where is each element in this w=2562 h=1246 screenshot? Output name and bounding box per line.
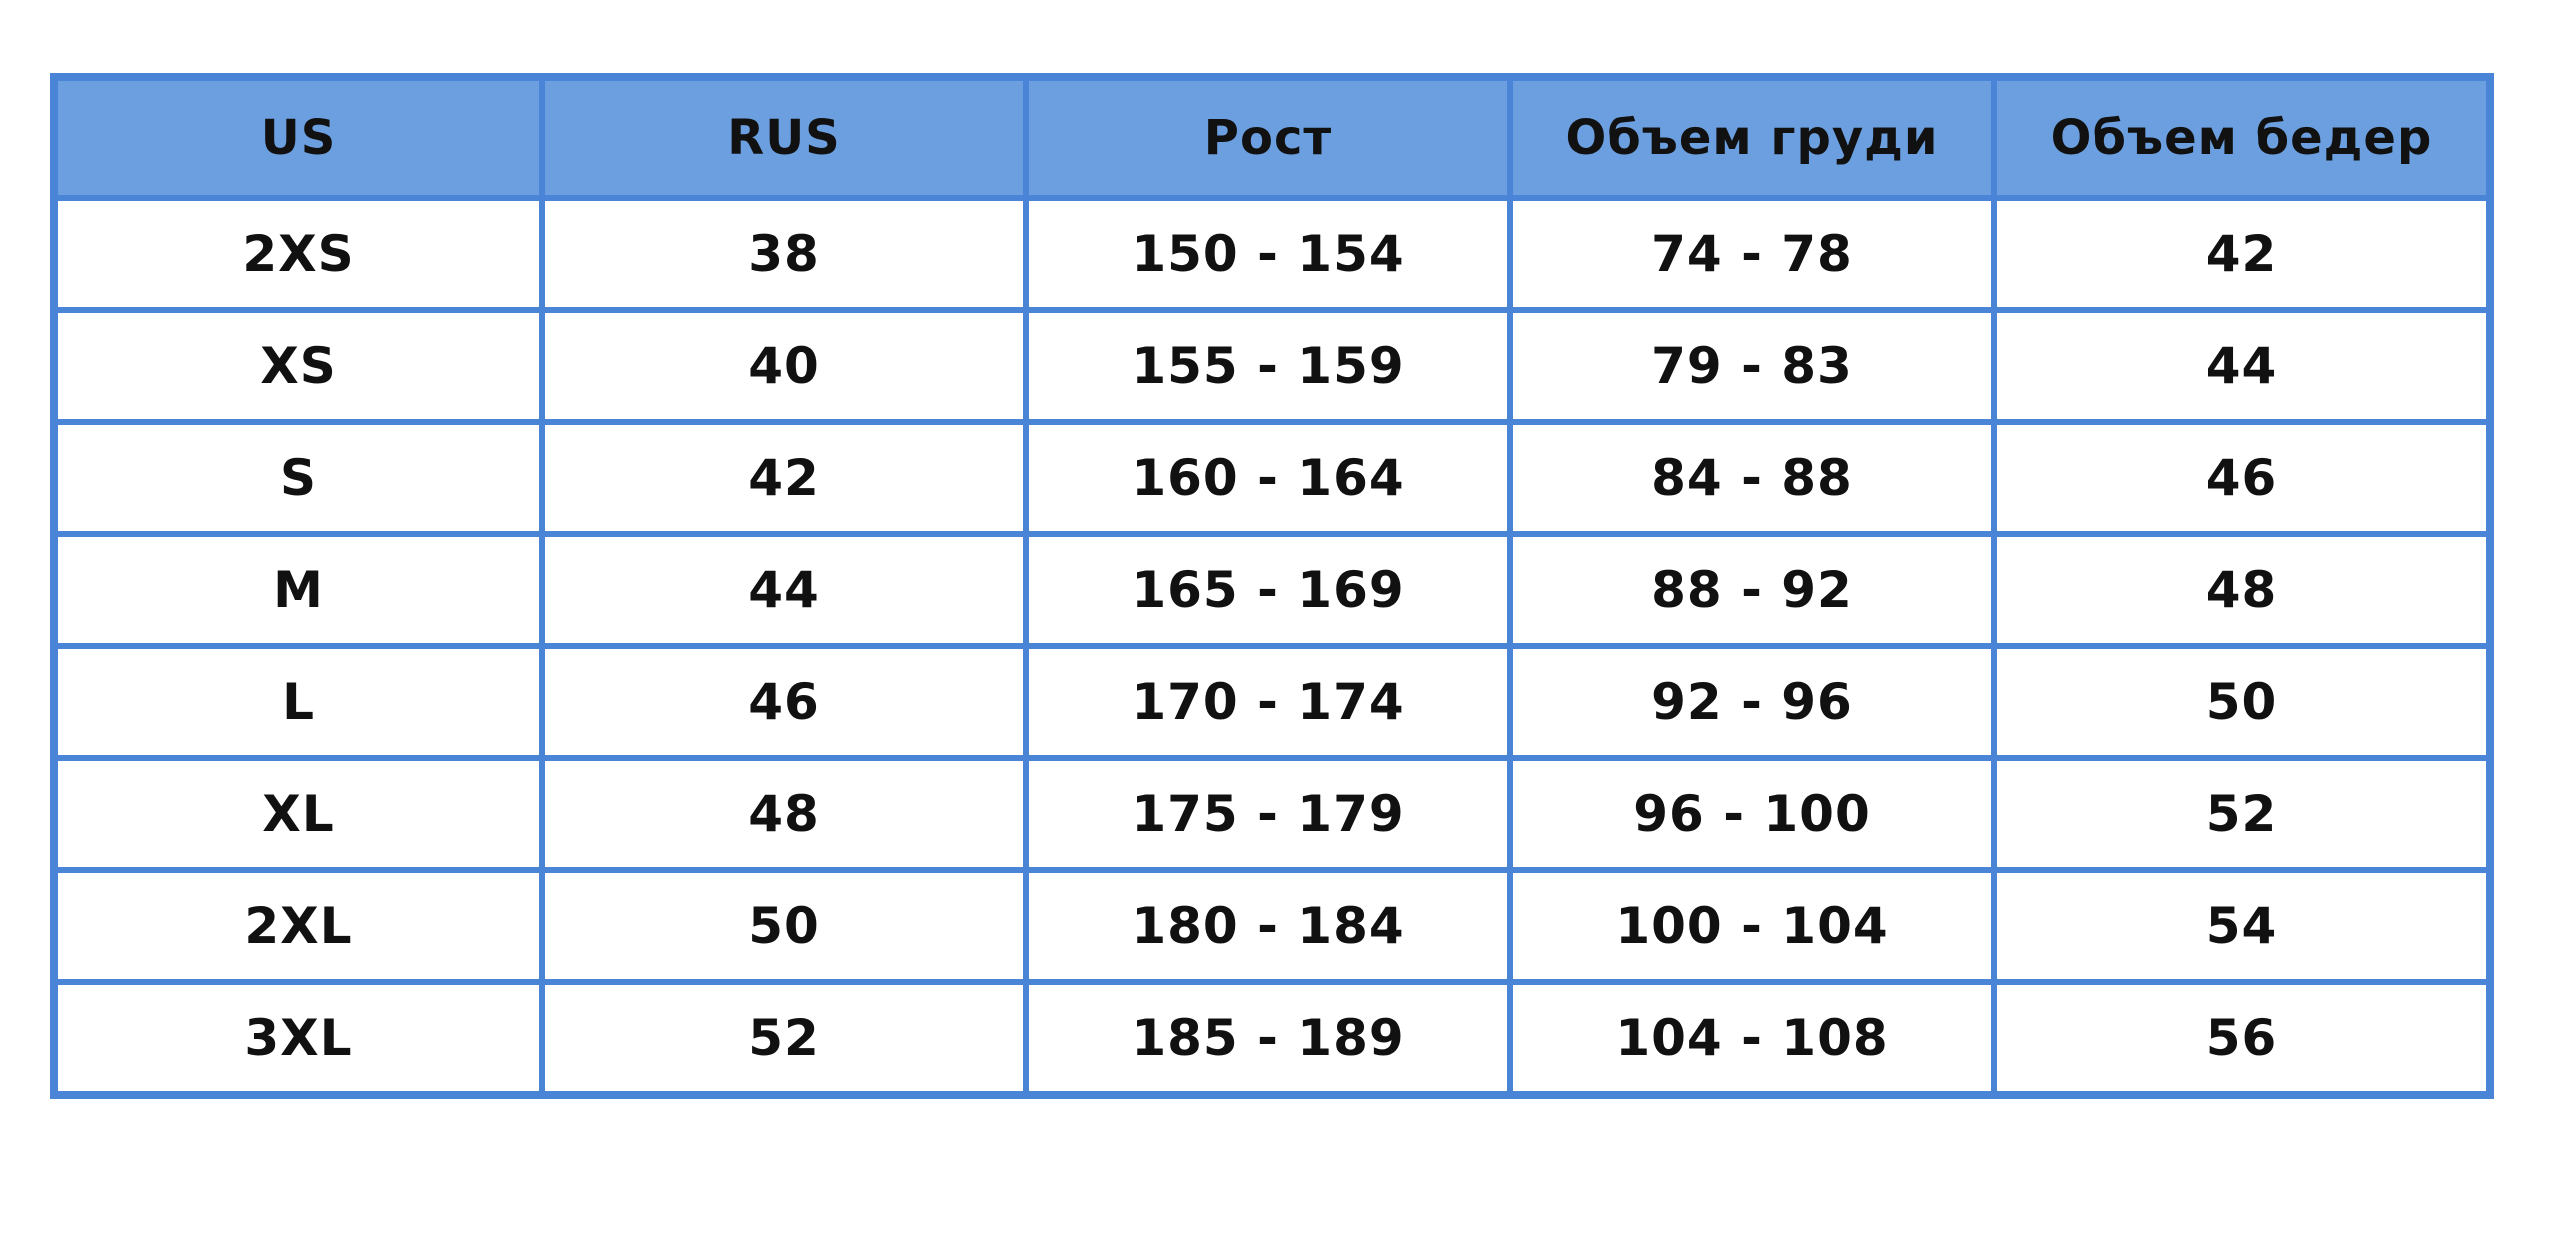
table-row	[54, 870, 2490, 982]
cell-rus: 40	[542, 310, 1026, 422]
table-row	[54, 646, 2490, 758]
cell-chest: 104 - 108	[1510, 982, 1994, 1095]
table-row	[54, 198, 2490, 310]
header-hips: Объем бедер	[1994, 77, 2490, 198]
cell-chest: 74 - 78	[1510, 198, 1994, 310]
cell-rus: 50	[542, 870, 1026, 982]
cell-chest: 79 - 83	[1510, 310, 1994, 422]
cell-us: M	[54, 534, 542, 646]
cell-chest: 100 - 104	[1510, 870, 1994, 982]
table-row	[54, 534, 2490, 646]
header-chest: Объем груди	[1510, 77, 1994, 198]
cell-chest: 92 - 96	[1510, 646, 1994, 758]
header-row	[54, 77, 2490, 198]
cell-rus: 52	[542, 982, 1026, 1095]
cell-hips: 52	[1994, 758, 2490, 870]
cell-height: 180 - 184	[1026, 870, 1510, 982]
cell-rus: 42	[542, 422, 1026, 534]
cell-hips: 46	[1994, 422, 2490, 534]
cell-height: 160 - 164	[1026, 422, 1510, 534]
cell-height: 155 - 159	[1026, 310, 1510, 422]
table-row	[54, 982, 2490, 1095]
header-us: US	[54, 77, 542, 198]
cell-height: 165 - 169	[1026, 534, 1510, 646]
cell-us: 3XL	[54, 982, 542, 1095]
cell-height: 170 - 174	[1026, 646, 1510, 758]
cell-hips: 56	[1994, 982, 2490, 1095]
cell-hips: 50	[1994, 646, 2490, 758]
cell-hips: 42	[1994, 198, 2490, 310]
cell-us: 2XS	[54, 198, 542, 310]
cell-height: 150 - 154	[1026, 198, 1510, 310]
cell-chest: 84 - 88	[1510, 422, 1994, 534]
cell-us: S	[54, 422, 542, 534]
size-chart-table	[50, 73, 2494, 1099]
cell-chest: 96 - 100	[1510, 758, 1994, 870]
cell-rus: 46	[542, 646, 1026, 758]
cell-height: 185 - 189	[1026, 982, 1510, 1095]
table-row	[54, 310, 2490, 422]
header-rus: RUS	[542, 77, 1026, 198]
cell-rus: 38	[542, 198, 1026, 310]
cell-height: 175 - 179	[1026, 758, 1510, 870]
cell-hips: 44	[1994, 310, 2490, 422]
cell-rus: 48	[542, 758, 1026, 870]
cell-rus: 44	[542, 534, 1026, 646]
cell-hips: 54	[1994, 870, 2490, 982]
cell-chest: 88 - 92	[1510, 534, 1994, 646]
cell-us: XL	[54, 758, 542, 870]
cell-us: 2XL	[54, 870, 542, 982]
table-row	[54, 758, 2490, 870]
cell-us: L	[54, 646, 542, 758]
header-height: Рост	[1026, 77, 1510, 198]
table-row	[54, 422, 2490, 534]
cell-us: XS	[54, 310, 542, 422]
cell-hips: 48	[1994, 534, 2490, 646]
